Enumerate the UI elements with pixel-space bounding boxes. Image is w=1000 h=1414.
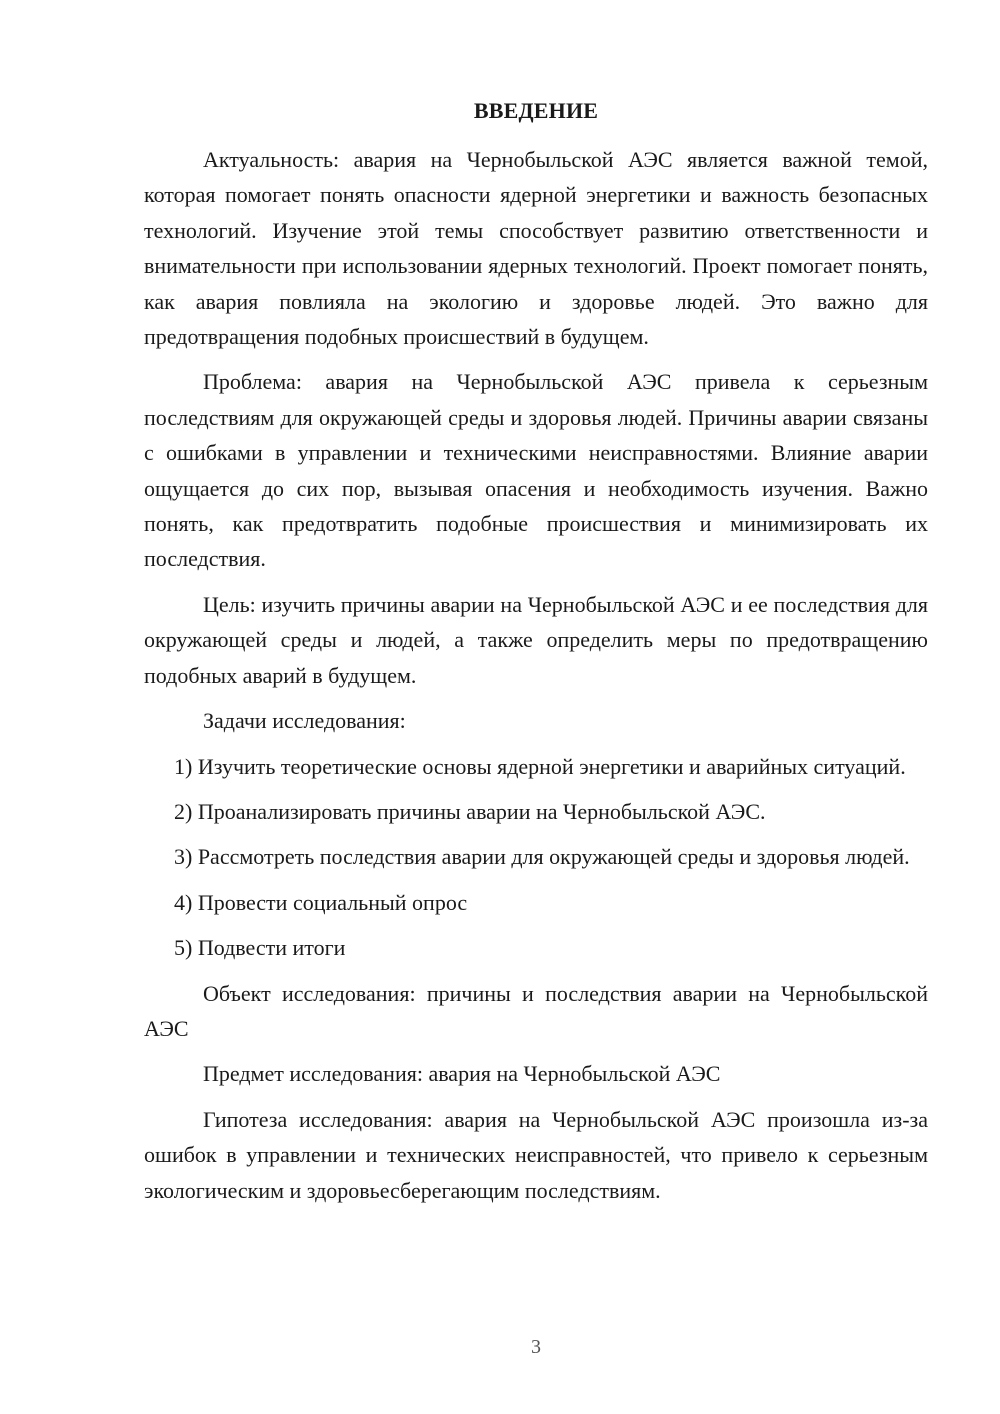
task-item: 2) Проанализировать причины аварии на Чернобыльской АЭС.: [174, 798, 766, 824]
page-number: 3: [531, 1336, 541, 1358]
hypothesis-paragraph: Гипотеза исследования: авария на Чернобыльской АЭС произошла из-за ошибок в управлении и технических неисправностей, что привело к серьезным экологическим и здоровьесберегающим последствиям.: [144, 1106, 928, 1203]
document-body: [144, 142, 928, 1208]
research-object-paragraph: Объект исследования: причины и последствия аварии на Чернобыльской АЭС: [144, 980, 928, 1041]
tasks-heading: Задачи исследования:: [203, 708, 406, 734]
task-item: 3) Рассмотреть последствия аварии для окружающей среды и здоровья людей.: [174, 844, 910, 870]
problem-paragraph: Проблема: авария на Чернобыльской АЭС привела к серьезным последствиям для окружающей среды и здоровья людей. Причины аварии связаны с ошибками в управлении и техническими неисправностями. Влияние аварии ощущается до сих пор, вызывая опасения и необходимость изучения. Важно понять, как предотвратить подобные происшествия и минимизировать их последствия.: [144, 369, 928, 572]
task-item: 1) Изучить теоретические основы ядерной энергетики и аварийных ситуаций.: [174, 753, 906, 779]
task-item: 5) Подвести итоги: [174, 935, 346, 961]
research-subject-paragraph: Предмет исследования: авария на Чернобыльской АЭС: [203, 1061, 721, 1087]
goal-paragraph: Цель: изучить причины аварии на Чернобыльской АЭС и ее последствия для окружающей среды и людей, а также определить меры по предотвращению подобных аварий в будущем.: [144, 591, 928, 688]
relevance-paragraph: Актуальность: авария на Чернобыльской АЭС является важной темой, которая помогает понять опасности ядерной энергетики и важность безопасных технологий. Изучение этой темы способствует развитию ответственности и внимательности при использовании ядерных технологий. Проект помогает понять, как авария повлияла на экологию и здоровье людей. Это важно для предотвращения подобных происшествий в будущем.: [144, 147, 928, 350]
task-item: 4) Провести социальный опрос: [174, 889, 468, 915]
document-title: ВВЕДЕНИЕ: [473, 98, 599, 123]
